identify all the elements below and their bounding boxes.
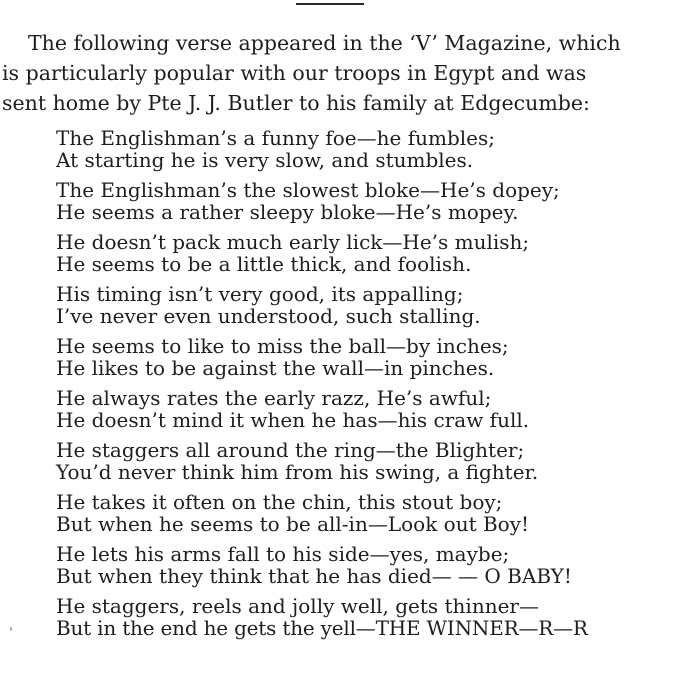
stanza-3 xyxy=(56,230,700,276)
verse-line: You’d never think him from his swing, a fighter. xyxy=(56,460,539,484)
stanza-6 xyxy=(56,386,700,432)
verse-line: He likes to be against the wall—in pinches. xyxy=(56,356,495,380)
verse-line: He doesn’t pack much early lick—He’s mulish; xyxy=(56,230,530,254)
stanza-9 xyxy=(56,542,700,588)
verse-line: But when he seems to be all-in—Look out Boy! xyxy=(56,512,530,536)
intro-paragraph xyxy=(0,28,700,118)
verse-line: He seems to like to miss the ball—by inches; xyxy=(56,334,509,358)
verse-line: He lets his arms fall to his side—yes, maybe; xyxy=(56,542,510,566)
verse-line: But when they think that he has died— — O BABY! xyxy=(56,564,572,588)
verse-line: He staggers, reels and jolly well, gets thinner— xyxy=(56,594,539,618)
verse-line: At starting he is very slow, and stumbles. xyxy=(56,148,474,172)
poem xyxy=(56,126,700,640)
verse-line: His timing isn’t very good, its appalling; xyxy=(56,282,464,306)
verse-line: I’ve never even understood, such stalling. xyxy=(56,304,481,328)
verse-line: He takes it often on the chin, this stout boy; xyxy=(56,490,503,514)
verse-line: He seems to be a little thick, and foolish. xyxy=(56,252,472,276)
intro-line-3: sent home by Pte J. J. Butler to his family at Edgecumbe: xyxy=(2,91,590,115)
stanza-8 xyxy=(56,490,700,536)
stanza-7 xyxy=(56,438,700,484)
stanza-1 xyxy=(56,126,700,172)
verse-line: He staggers all around the ring—the Blighter; xyxy=(56,438,525,462)
verse-line: But in the end he gets the yell—THE WINNER—R—R xyxy=(56,616,588,640)
verse-line: The Englishman’s a funny foe—he fumbles; xyxy=(56,126,496,150)
stanza-2 xyxy=(56,178,700,224)
stanza-5 xyxy=(56,334,700,380)
intro-line-2: is particularly popular with our troops in Egypt and was xyxy=(2,61,587,85)
verse-line: The Englishman’s the slowest bloke—He’s dopey; xyxy=(56,178,560,202)
verse-line: He always rates the early razz, He’s awful; xyxy=(56,386,492,410)
stanza-10 xyxy=(56,594,700,640)
intro-line-1: The following verse appeared in the ‘V’ Magazine, which xyxy=(28,31,621,55)
verse-line: He seems a rather sleepy bloke—He’s mopey. xyxy=(56,200,519,224)
stanza-4 xyxy=(56,282,700,328)
top-rule xyxy=(296,3,364,5)
verse-line: He doesn’t mind it when he has—his craw full. xyxy=(56,408,530,432)
print-speck: ˌ xyxy=(9,617,13,633)
